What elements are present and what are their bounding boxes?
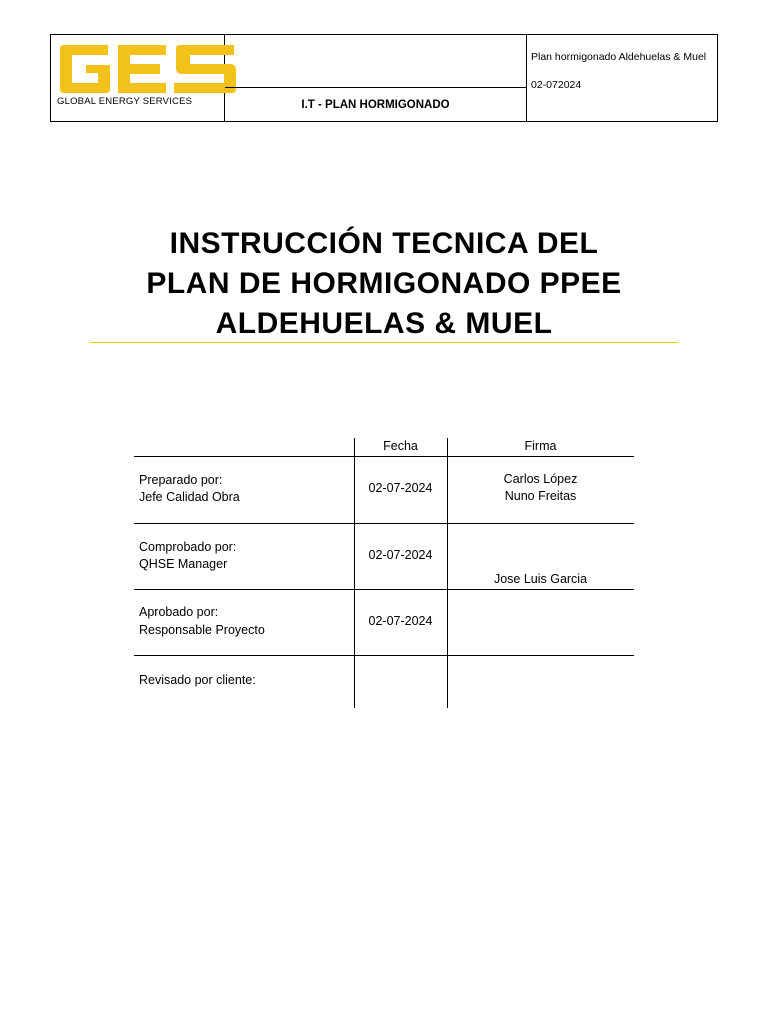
logo-cell <box>51 35 225 121</box>
row-divider <box>134 523 634 524</box>
row-divider <box>134 589 634 590</box>
role-title: Responsable Proyecto <box>139 623 265 637</box>
signer-name: Nuno Freitas <box>504 489 577 503</box>
document-code: 02-072024 <box>531 79 582 91</box>
signoff-date: 02-07-2024 <box>368 481 433 495</box>
title-divider <box>90 342 678 343</box>
title-line-3: ALDEHUELAS & MUEL <box>215 307 553 340</box>
role-label: Preparado por: <box>139 473 223 487</box>
signoff-date: 02-07-2024 <box>368 614 433 628</box>
logo-subtitle: GLOBAL ENERGY SERVICES <box>57 96 193 107</box>
column-header-firma: Firma <box>524 439 557 453</box>
role-label: Aprobado por: <box>139 605 219 619</box>
title-line-2: PLAN DE HORMIGONADO PPEE <box>146 267 622 300</box>
role-title: Jefe Calidad Obra <box>139 490 240 504</box>
signer-name: Jose Luis Garcia <box>493 572 588 586</box>
signoff-date: 02-07-2024 <box>368 548 433 562</box>
row-divider <box>134 655 634 656</box>
document-type: I.T - PLAN HORMIGONADO <box>225 88 527 121</box>
role-title: QHSE Manager <box>139 557 228 571</box>
document-meta <box>527 35 717 121</box>
ges-logo <box>56 43 240 93</box>
row-divider <box>134 456 634 457</box>
title-line-1: INSTRUCCIÓN TECNICA DEL <box>169 227 599 260</box>
page-title <box>60 224 708 344</box>
role-label: Comprobado por: <box>139 540 237 554</box>
header-empty-cell <box>225 35 527 88</box>
document-header <box>50 34 718 122</box>
signoff-table <box>134 438 634 708</box>
signer-name: Carlos López <box>503 472 578 486</box>
column-divider <box>354 438 355 708</box>
role-label: Revisado por cliente: <box>139 673 256 687</box>
document-name: Plan hormigonado Aldehuelas & Muel <box>531 51 707 63</box>
column-header-fecha: Fecha <box>383 439 418 453</box>
